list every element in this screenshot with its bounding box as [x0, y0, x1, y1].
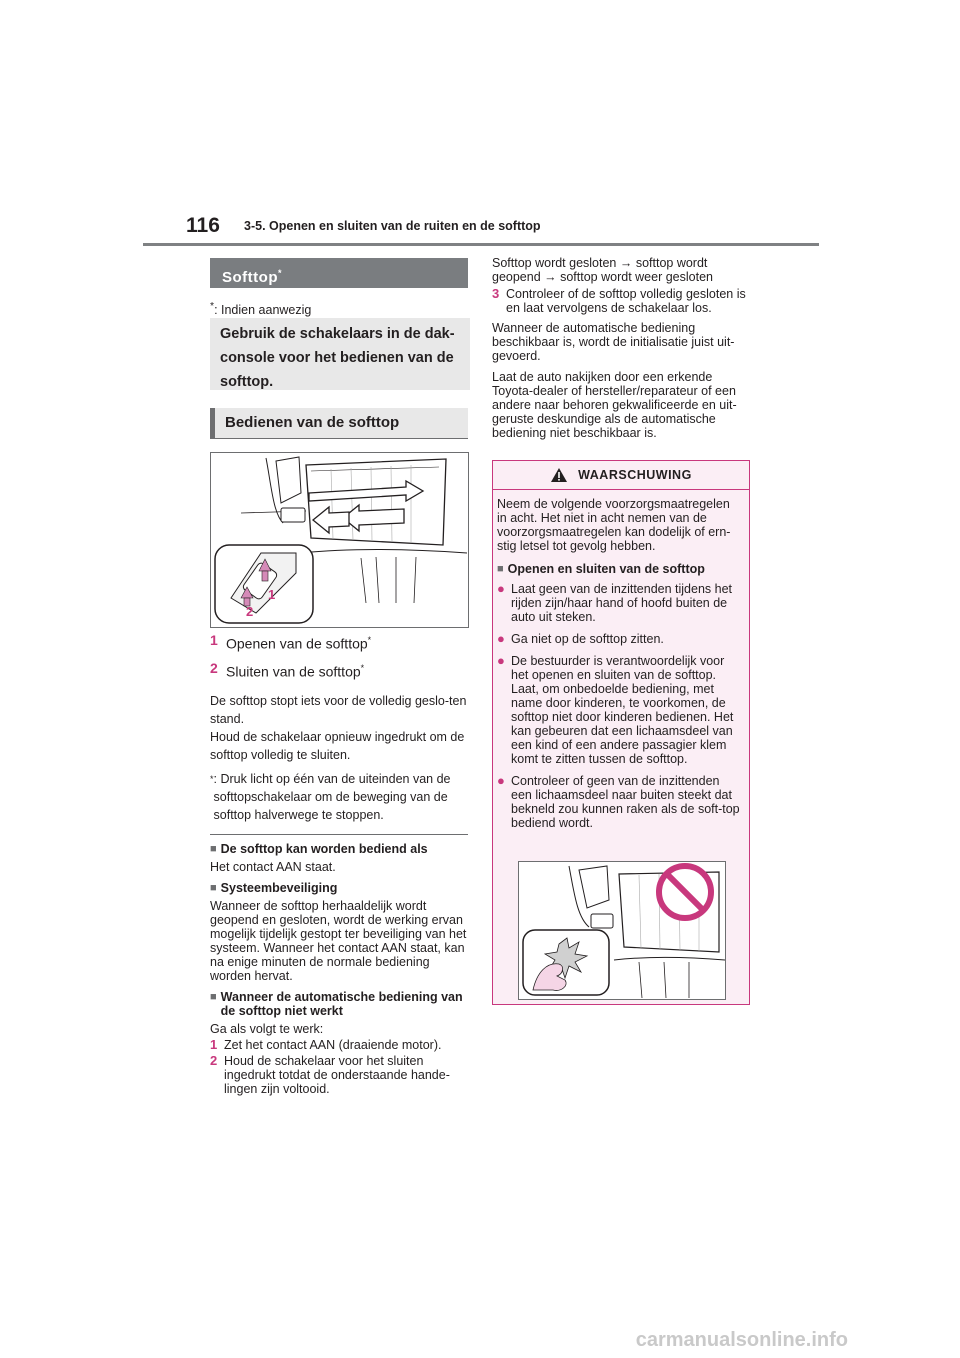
watermark: carmanualsonline.info	[635, 1329, 848, 1351]
warning-bullet-3: ● De bestuurder is verantwoordelijk voor het openen en sluiten van de softtop. Laat, om onbedoelde bediening, met name door kinderen, te voorkomen, de softtop niet door kinderen bedienen. Het kan gebeuren dat een lichaamsdeel van een kind of een andere passagier klem komt te zitten tussen de softtop.	[497, 653, 734, 766]
right-column-body	[492, 256, 754, 447]
warning-bullet-2: ● Ga niet op de softtop zitten.	[497, 631, 664, 646]
intro-box: Gebruik de schakelaars in de dak-console voor het bedienen van de softtop.	[210, 318, 470, 390]
softtop-switch-figure	[210, 452, 469, 628]
text-protection: Wanneer de softtop herhaaldelijk wordt geopend en gesloten, wordt de werking ervan mogelijk tijdelijk gestopt ter beveiliging van het systeem. Wanneer het contact AAN staat, kan na enige minuten de normale bediening worden hervat.	[210, 899, 467, 983]
heading-auto-fail: ■ Wanneer de automatische bediening van de softtop niet werkt	[210, 990, 463, 1018]
heading-operable: ■ De softtop kan worden bediend als	[210, 842, 428, 856]
heading-protection: ■ Systeembeveiliging	[210, 881, 338, 895]
footnote-stop: * : Druk licht op één van de uiteinden van de softtopschakelaar om de beweging van de softtop halverwege te stoppen.	[210, 772, 451, 823]
text-operable: Het contact AAN staat.	[210, 860, 336, 874]
fix-step-3: 3 Controleer of de softtop volledig gesloten is en laat vervolgens de schakelaar los.	[492, 286, 746, 315]
callout-1: 1	[268, 587, 276, 602]
text-proceed: Ga als volgt te werk:	[210, 1022, 324, 1036]
warning-intro: Neem de volgende voorzorgsmaatregelen in acht. Het niet in acht nemen van de voorzorgsmaatregelen kan dodelijk of ern-stig letsel tot gevolg hebben.	[497, 497, 731, 553]
sequence-text: Softtop wordt gesloten → softtop wordt geopend → softtop wordt weer gesloten	[492, 256, 713, 284]
warning-heading: ■ Openen en sluiten van de softtop	[497, 562, 705, 576]
header-rule	[143, 243, 819, 246]
hand-pinch-prohibited-illustration	[519, 862, 725, 999]
softtop-switch-illustration	[211, 453, 468, 627]
warning-bullet-1: ● Laat geen van de inzittenden tijdens het rijden zijn/haar hand of hoofd buiten de auto uit steken.	[497, 581, 733, 624]
warning-triangle-icon	[550, 467, 568, 483]
warning-box	[492, 460, 750, 1005]
init-text: Wanneer de automatische bediening beschikbaar is, wordt de initialisatie juist uit-gevoerd.	[492, 321, 735, 363]
fix-step-1: 1 Zet het contact AAN (draaiende motor).	[210, 1037, 442, 1052]
prohibited-figure	[518, 861, 726, 1000]
warning-header: WAARSCHUWING	[493, 461, 749, 490]
availability-footnote: *: Indien aanwezig	[210, 301, 312, 318]
dealer-text: Laat de auto nakijken door een erkende Toyota-dealer of hersteller/reparateur of een andere naar behoren gekwalificeerde en uit-geruste deskundige als de automatische bediening niet beschikbaar is.	[492, 370, 737, 440]
fix-step-2: 2 Houd de schakelaar voor het sluiten ingedrukt totdat de onderstaande hande-lingen zijn voltooid.	[210, 1053, 450, 1096]
stop-text-2: Houd de schakelaar opnieuw ingedrukt om de softtop volledig te sluiten.	[210, 730, 465, 763]
warning-bullet-4: ● Controleer of geen van de inzittenden een lichaamsdeel naar buiten steekt dat bekneld zou kunnen raken als de soft-top bediend wordt.	[497, 773, 740, 830]
page-number: 116	[186, 214, 220, 237]
warning-body	[493, 490, 749, 830]
divider	[210, 834, 468, 835]
left-notes	[210, 842, 468, 1102]
stop-text-1: De softtop stopt iets voor de volledig geslo-ten stand.	[210, 694, 467, 727]
chapter-title: 3-5. Openen en sluiten van de ruiten en de softtop	[244, 219, 541, 233]
subsection-title: Bedienen van de softtop	[210, 408, 468, 439]
section-title: Softtop*	[210, 258, 468, 288]
step-close: 2 Sluiten van de softtop*	[210, 659, 365, 680]
left-column-body	[210, 633, 472, 824]
callout-2: 2	[246, 604, 254, 619]
step-open: 1 Openen van de softtop*	[210, 632, 372, 652]
